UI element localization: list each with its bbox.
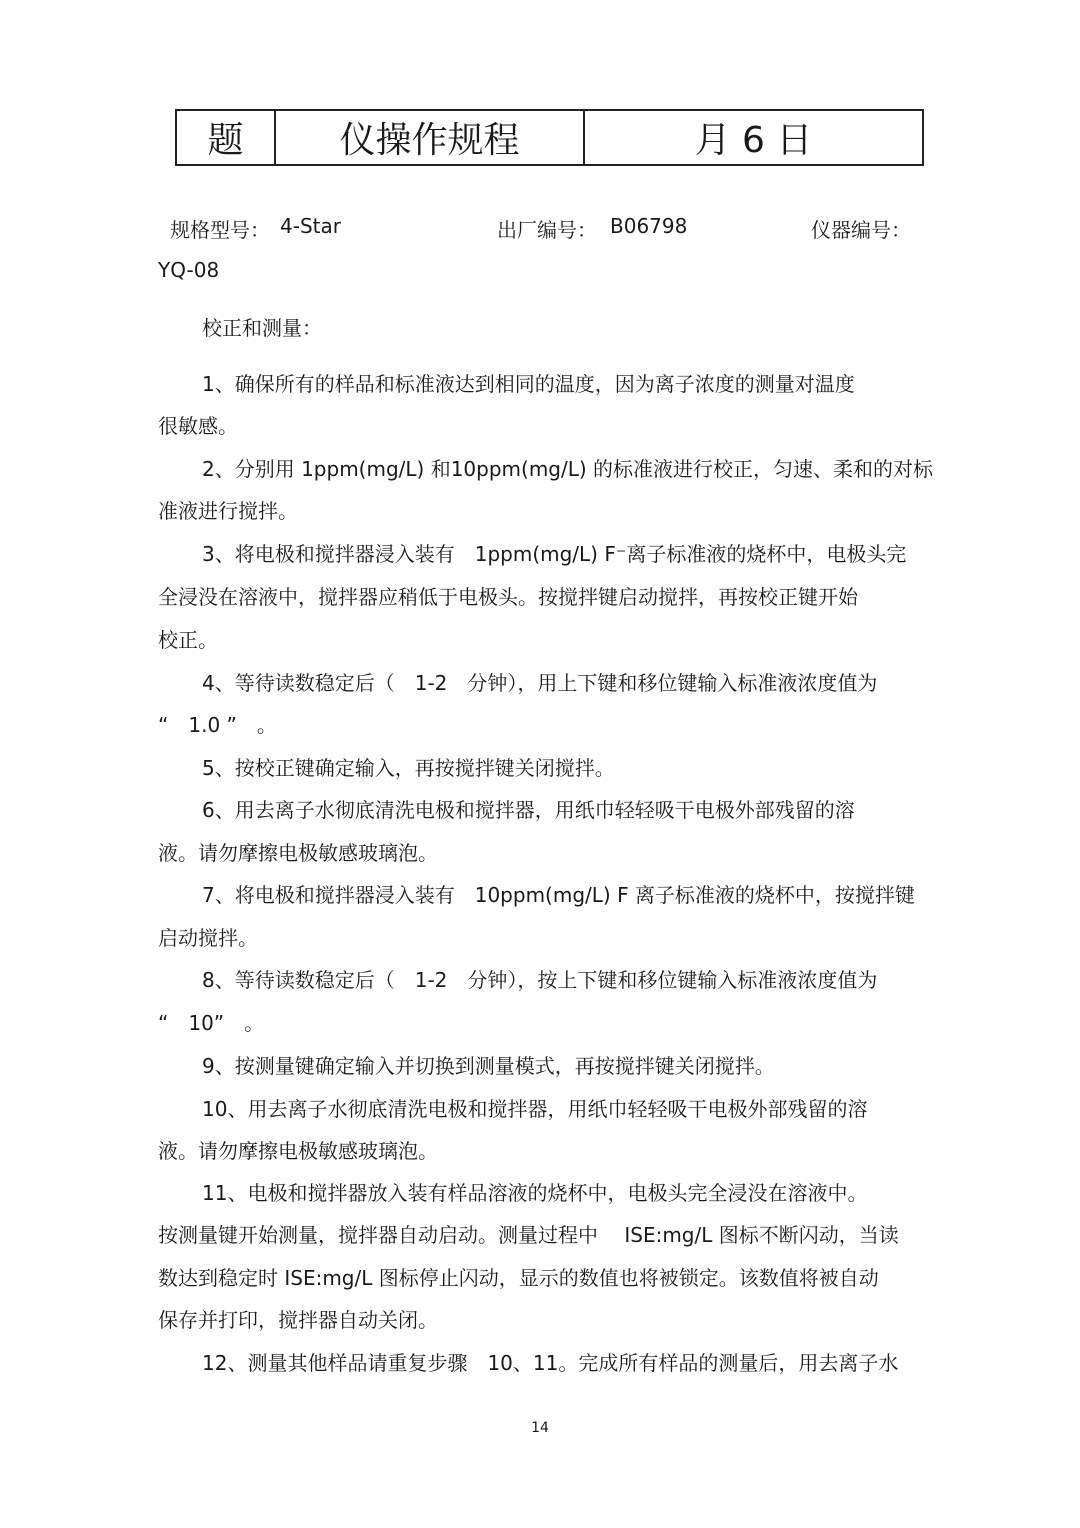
body-line: 数达到稳定时 ISE:mg/L 图标停止闪动，显示的数值也将被锁定。该数值将被自动 xyxy=(158,1266,879,1290)
body-line: 校正。 xyxy=(158,628,218,652)
page-number: 14 xyxy=(531,1420,549,1436)
body-line: 全浸没在溶液中，搅拌器应稍低于电极头。按搅拌键启动搅拌，再按校正键开始 xyxy=(158,585,858,609)
serial-value: B06798 xyxy=(610,214,688,238)
body-line: 2、分别用 1ppm(mg/L) 和10ppm(mg/L) 的标准液进行校正，匀速、柔和的对标 xyxy=(202,457,934,481)
model-label: 规格型号： xyxy=(170,218,270,242)
body-line: 4、等待读数稳定后（ 1-2 分钟），用上下键和移位键输入标准液浓度值为 xyxy=(202,671,878,695)
body-line: 很敏感。 xyxy=(158,414,238,438)
body-line: 液。请勿摩擦电极敏感玻璃泡。 xyxy=(158,1139,438,1163)
body-line: 9、按测量键确定输入并切换到测量模式，再按搅拌键关闭搅拌。 xyxy=(202,1054,775,1078)
header-cell-date: 月 6 日 xyxy=(584,110,923,165)
body-line: 12、测量其他样品请重复步骤 10、11。完成所有样品的测量后，用去离子水 xyxy=(202,1351,899,1375)
body-line: 10、用去离子水彻底清洗电极和搅拌器，用纸巾轻轻吸干电极外部残留的溶 xyxy=(202,1097,868,1121)
body-line: 8、等待读数稳定后（ 1-2 分钟），按上下键和移位键输入标准液浓度值为 xyxy=(202,968,878,992)
instrument-value: YQ-08 xyxy=(158,258,220,282)
model-value: 4-Star xyxy=(280,214,341,238)
body-line: 11、电极和搅拌器放入装有样品溶液的烧杯中，电极头完全浸没在溶液中。 xyxy=(202,1181,868,1205)
body-line: 液。请勿摩擦电极敏感玻璃泡。 xyxy=(158,841,438,865)
instrument-label: 仪器编号： xyxy=(811,218,911,242)
body-line: 3、将电极和搅拌器浸入装有 1ppm(mg/L) F⁻离子标准液的烧杯中，电极头完 xyxy=(202,542,907,566)
body-line: 5、按校正键确定输入，再按搅拌键关闭搅拌。 xyxy=(202,756,615,780)
header-cell-title: 仪操作规程 xyxy=(275,110,584,165)
body-line: “ 10” 。 xyxy=(158,1011,265,1035)
body-line: 1、确保所有的样品和标准液达到相同的温度，因为离子浓度的测量对温度 xyxy=(202,372,855,396)
body-line: 7、将电极和搅拌器浸入装有 10ppm(mg/L) F 离子标准液的烧杯中，按搅拌键 xyxy=(202,883,915,907)
serial-label: 出厂编号： xyxy=(497,218,597,242)
body-line: 保存并打印，搅拌器自动关闭。 xyxy=(158,1308,438,1332)
body-line: 启动搅拌。 xyxy=(158,926,258,950)
body-line: 按测量键开始测量，搅拌器自动启动。测量过程中 ISE:mg/L 图标不断闪动，当读 xyxy=(158,1223,899,1247)
section-title: 校正和测量： xyxy=(202,316,322,340)
body-line: 6、用去离子水彻底清洗电极和搅拌器，用纸巾轻轻吸干电极外部残留的溶 xyxy=(202,798,855,822)
header-table xyxy=(175,109,924,166)
body-line: “ 1.0 ” 。 xyxy=(158,713,277,737)
header-cell-subject: 题 xyxy=(176,110,275,165)
body-line: 准液进行搅拌。 xyxy=(158,499,298,523)
